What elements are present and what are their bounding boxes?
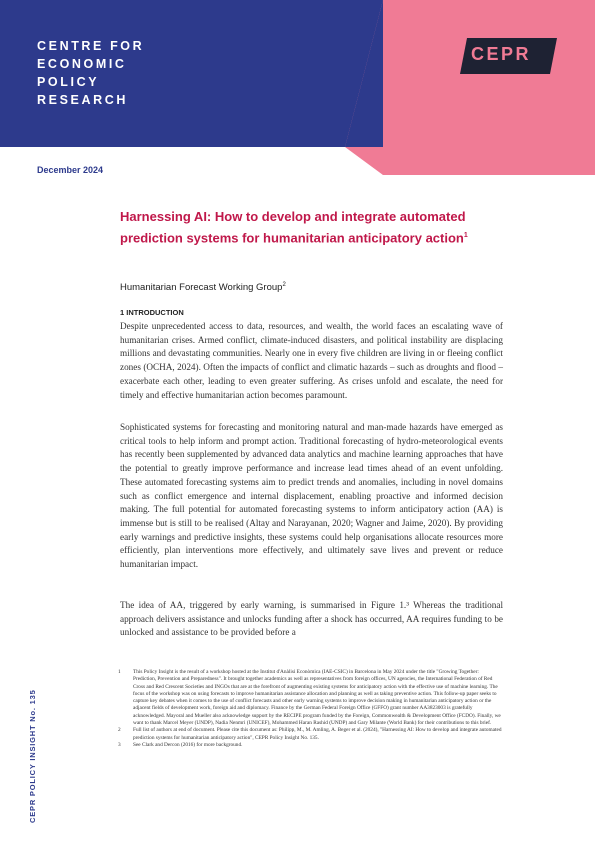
footnote	[118, 669, 503, 727]
document-title	[120, 208, 500, 247]
section-heading: 1 INTRODUCTION	[120, 308, 184, 317]
organization-name	[37, 37, 144, 109]
author-name: Humanitarian Forecast Working Group	[120, 282, 283, 294]
footnote-text: Full list of authors at end of document. Please cite this document as: Philipp, M., M. Amling, A. Beger et al. (2024), "Harnessing AI: How to develop and integrate automated prediction systems for humanitarian anticipatory action", CEPR Policy Insight No. 135.	[133, 727, 502, 741]
footnote-number: 1	[118, 669, 121, 675]
paragraph-text: Sophisticated systems for forecasting and monitoring natural and man-made hazards have emerged as critical tools to help inform and prompt action. Traditional forecasting of hydro-meteorological events has recently been supplemented by advanced data analytics and machine learning approaches that have the potential to greatly improve performance and increase lead times ahead of an event unfolding. These automated forecasting systems aim to predict trends and anomalies, including in novel domains such as conflict emergence and internal displacement, enabling proactive and informed decision making. The full potential for automated forecasting systems to inform anticipatory action (AA) is immense but is still to be realised (Altay and Narayanan, 2020; Wagner and Jaime, 2020). By providing early warnings and predictive insights, these systems could help organisations allocate resources more efficiently, plan interventions more effectively, and ultimately save lives and prevent or reduce humanitarian impact.	[120, 422, 503, 570]
org-name-line: RESEARCH	[37, 93, 128, 107]
author-line	[120, 282, 286, 293]
author-footnote-ref: 2	[282, 282, 286, 288]
title-text: Harnessing AI: How to develop and integrate automated prediction systems for humanitarian anticipatory action	[120, 209, 466, 245]
publication-date: December 2024	[37, 165, 104, 175]
footnote-number: 3	[118, 741, 121, 748]
footnote	[118, 727, 503, 742]
footnote-text: This Policy Insight is the result of a workshop hosted at the Institut d'Anàlisi Econòmica (IAE-CSIC) in Barcelona in May 2024 under the title "Growing Together: Prediction, Prevention and Preparedness". It brought together academics as well as representatives from foreign offices, UN agencies, the International Federation of Red Cross and Red Crescent Societies and INGOs that are at the forefront of augmenting existing systems for anticipatory action with the effective use of machine learning. The focus of the workshop was on using forecasts to improve humanitarian assistance allocation and planning as well as taking preventive action. This follow-up paper seeks to capture key debates when it comes to the use of conflict forecasts and other early warning systems to improve decision making in humanitarian anticipatory action or the adjacent fields of development work, foreign aid and diplomacy. Finance by the German Federal Foreign Office (GFFO) grant number AA3823003 is gratefully acknowledged. Mayoral and Mueller also acknowledge support by the RECIPE program funded by the Foreign, Commonwealth & Development Office (FCDO). Finally, we want to thank Marcel Meyer (UNDP), Nadia Nenmri (UNICEF), Mohammed Haran Rashid (UNDP) and Gary Milante (World Bank) for their contributions to this brief.	[133, 669, 501, 727]
footnote-text: See Clark and Dercon (2016) for more background.	[133, 741, 243, 748]
series-label: CEPR POLICY INSIGHT No. 135	[28, 689, 37, 823]
org-name-line: CENTRE FOR	[37, 39, 145, 53]
cepr-logo: CEPR	[471, 44, 532, 64]
body-paragraph	[120, 320, 503, 402]
paragraph-text: The idea of AA, triggered by early warning, is summarised in Figure 1.³ Whereas the traditional approach delivers assistance and unlocks funding after a shock has occurred, AA requires funding to be unlocked and assistance to be provided before a	[120, 600, 503, 638]
title-footnote-ref: 1	[463, 231, 468, 239]
paragraph-text: Despite unprecedented access to data, resources, and wealth, the world faces an escalating wave of humanitarian crises. Armed conflict, climate-induced disasters, and political instability are displacing millions and devastating communities. Nearly one in every five children are living in or fleeing conflict zones (OCHA, 2024). Often the impacts of conflict and climatic hazards – such as droughts and flood – exacerbate each other, leading to even greater suffering. As crises unfold and escalate, the need for timely and effective humanitarian action becomes paramount.	[120, 321, 503, 400]
footnotes	[118, 669, 503, 749]
body-paragraph	[120, 599, 503, 640]
org-name-line: POLICY	[37, 75, 100, 89]
footnote	[118, 742, 503, 749]
footnote-number: 2	[118, 727, 121, 734]
body-paragraph	[120, 421, 503, 572]
org-name-line: ECONOMIC	[37, 57, 127, 71]
